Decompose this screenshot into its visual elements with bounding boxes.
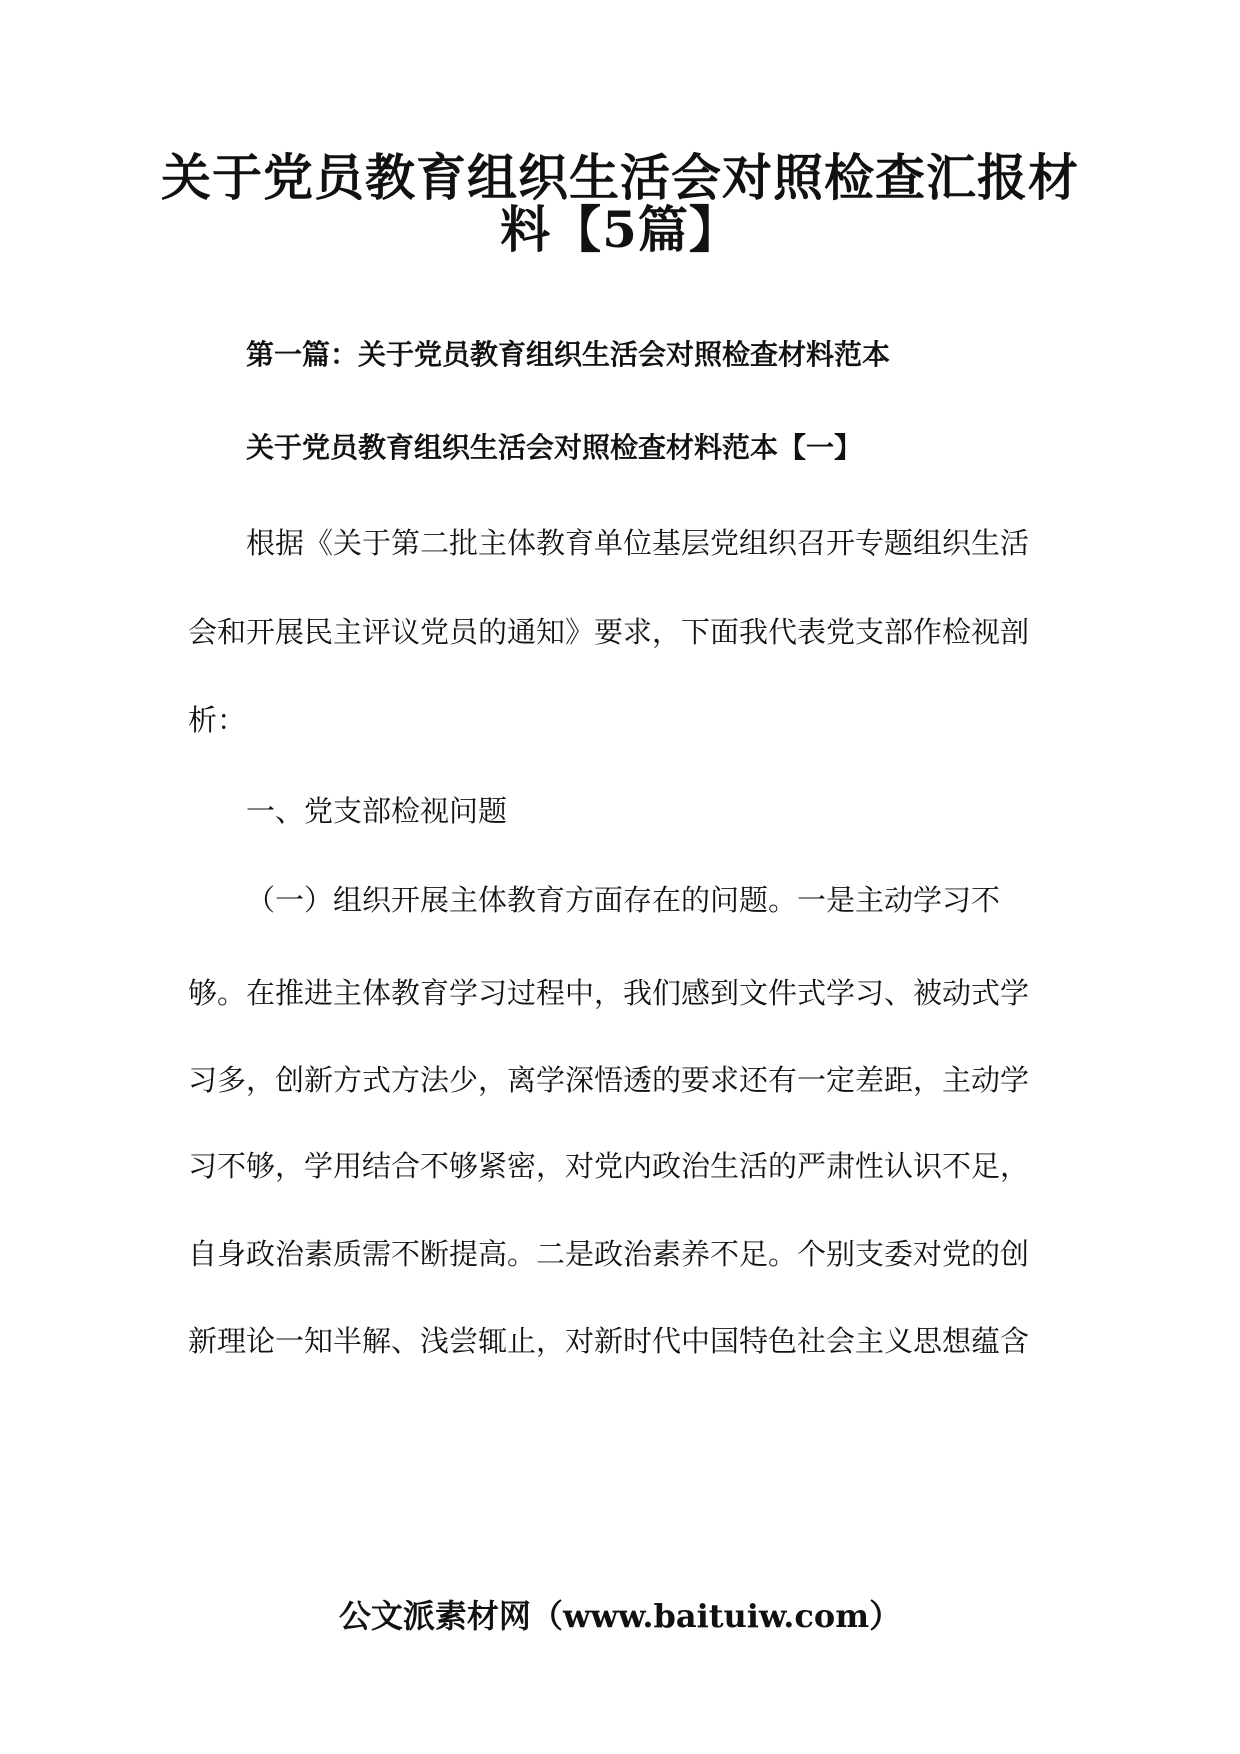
list-heading: 一、党支部检视问题 [246,794,508,828]
section-heading: 第一篇：关于党员教育组织生活会对照检查材料范本 [246,338,891,371]
paragraph-1-line-1: 根据《关于第二批主体教育单位基层党组织召开专题组织生活 [246,526,1030,560]
paragraph-2-line-5: 自身政治素质需不断提高。二是政治素养不足。个别支委对党的创 [188,1237,1030,1271]
paragraph-2-line-4: 习不够，学用结合不够紧密，对党内政治生活的严肃性认识不足， [188,1149,1030,1183]
paragraph-2-line-2: 够。在推进主体教育学习过程中，我们感到文件式学习、被动式学 [188,976,1030,1010]
paragraph-1-line-3: 析： [188,703,247,737]
paragraph-2-line-3: 习多，创新方式方法少，离学深悟透的要求还有一定差距，主动学 [188,1063,1030,1097]
paragraph-2-line-1: （一）组织开展主体教育方面存在的问题。一是主动学习不 [246,883,1001,917]
document-title-line-2: 料【5篇】 [500,200,740,259]
document-title-line-1: 关于党员教育组织生活会对照检查汇报材 [161,148,1079,207]
subheading: 关于党员教育组织生活会对照检查材料范本【一】 [246,431,863,464]
paragraph-1-line-2: 会和开展民主评议党员的通知》要求，下面我代表党支部作检视剖 [188,615,1030,649]
paragraph-2-line-6: 新理论一知半解、浅尝辄止，对新时代中国特色社会主义思想蕴含 [188,1324,1030,1358]
footer-source: 公文派素材网（www.baituiw.com） [338,1597,902,1635]
